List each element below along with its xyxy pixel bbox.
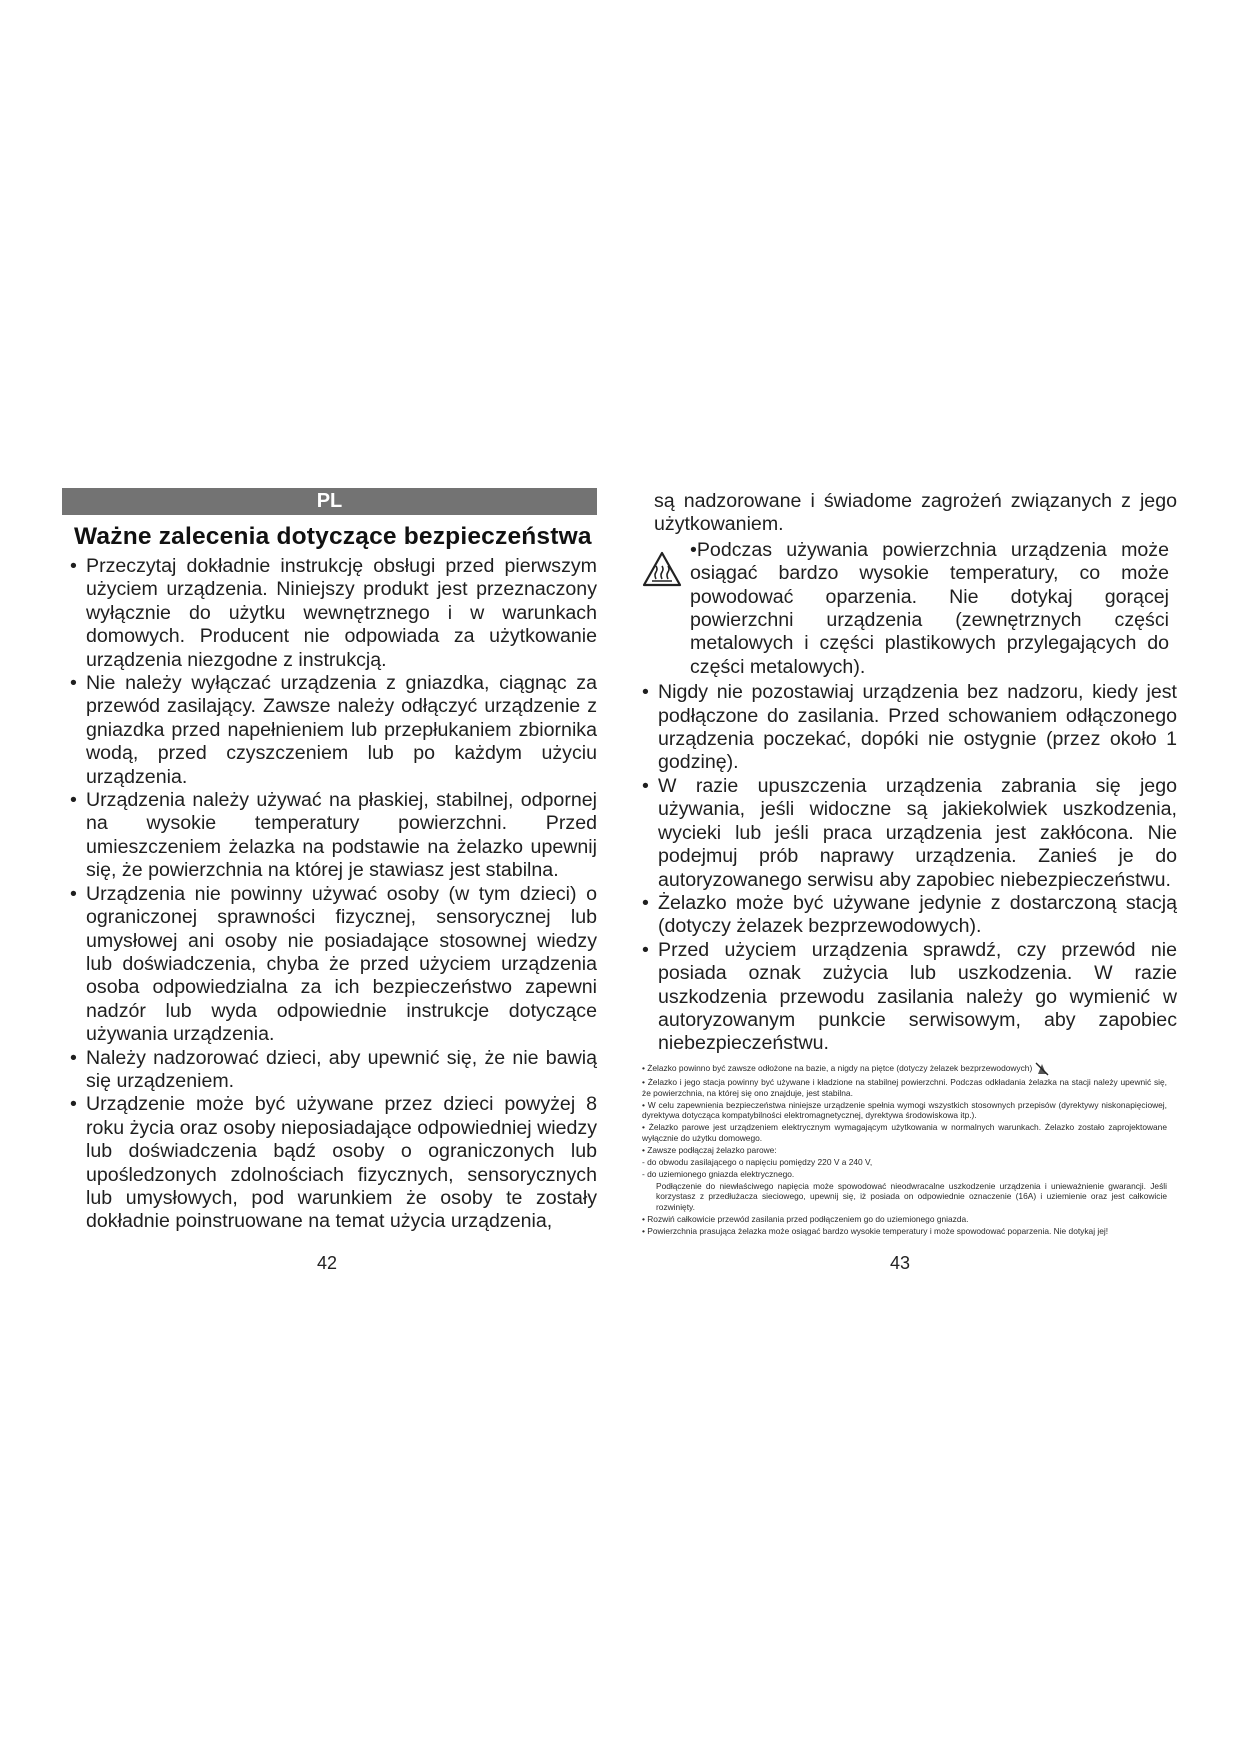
- left-page: [62, 488, 597, 1234]
- fine-print-item: Podłączenie do niewłaściwego napięcia może spowodować nieodwracalne uszkodzenie urządzenia i unieważnienie gwarancji. Jeśli korzystasz z przedłużacza sieciowego, upewnij się, iż posiada on odpowiednie oznaczenie (16A) i uziemienie oraz jest całkowicie rozwinięty.: [656, 1180, 1167, 1212]
- safety-list-right: [642, 681, 1177, 1056]
- section-heading: Ważne zalecenia dotyczące bezpieczeństwa: [74, 523, 592, 550]
- fine-print-item: • Zawsze podłączaj żelazko parowe:: [642, 1144, 777, 1155]
- language-bar: PL: [62, 488, 597, 515]
- page-number-left: 42: [317, 1253, 338, 1273]
- fine-print-item: - do obwodu zasilającego o napięciu pomiędzy 220 V a 240 V,: [642, 1156, 873, 1167]
- list-item: • Należy nadzorować dzieci, aby upewnić się, że nie bawią się urządzeniem.: [70, 1046, 597, 1092]
- fine-print-item: • Powierzchnia prasująca żelazka może osiągać bardzo wysokie temperatury i może spowodować poparzenia. Nie dotykaj jej!: [642, 1225, 1109, 1236]
- fine-print-item: • Żelazko powinno być zawsze odłożone na bazie, a nigdy na piętce (dotyczy żelazek bezprzewodowych): [642, 1062, 1177, 1076]
- no-heel-iron-icon: [1035, 1062, 1049, 1076]
- hot-surface-warning-text: •Podczas używania powierzchnia urządzenia może osiągać bardzo wysokie temperatury, co może powodować oparzenia. Nie dotykaj gorącej powierzchni urządzenia (zewnętrznych części metalowych i części plastikowych przylegających do części metalowych).: [690, 538, 1169, 678]
- fine-print-item: • Rozwiń całkowicie przewód zasilania przed podłączeniem go do uziemionego gniazda.: [642, 1213, 969, 1224]
- fine-print-list: [642, 1062, 1177, 1237]
- list-item: • Urządzenia należy używać na płaskiej, stabilnej, odpornej na wysokie temperatury powierzchni. Przed umieszczeniem żelazka na podstawie na żelazko upewnij się, że powierzchnia na której je stawiasz jest stabilna.: [70, 789, 597, 882]
- page-number-right: 43: [890, 1253, 911, 1273]
- safety-list-left: [62, 555, 597, 1234]
- list-item: • Urządzenie może być używane przez dzieci powyżej 8 roku życia oraz osoby nieposiadające odpowiedniej wiedzy lub doświadczenia bądź osoby o ograniczonych lub upośledzonych zdolnościach fizycznych, sensorycznych lub umysłowych, pod warunkiem że osoby te zostały dokładnie poinstruowane na temat użycia urządzenia,: [70, 1093, 597, 1233]
- list-item: • W razie upuszczenia urządzenia zabrania się jego używania, jeśli widoczne są jakiekolwiek uszkodzenia, wycieki lub jeśli praca urządzenia jest zakłócona. Nie podejmuj prób naprawy urządzenia. Zanieś je do autoryzowanego serwisu aby zapobiec niebezpieczeństwu.: [642, 774, 1177, 891]
- hot-surface-warning-icon: [642, 551, 682, 587]
- list-item: • Żelazko może być używane jedynie z dostarczoną stacją (dotyczy żelazek bezprzewodowych).: [642, 891, 1177, 938]
- fine-print-item: - do uziemionego gniazda elektrycznego.: [642, 1168, 795, 1179]
- list-item: • Urządzenia nie powinny używać osoby (w tym dzieci) o ograniczonej sprawności fizycznej, sensorycznej lub umysłowej ani osoby nie posiadające stosownej wiedzy lub doświadczenia, chyba że przed użyciem urządzenia osoba odpowiedzialna za ich bezpieczeństwo zapewni nadzór lub wyda odpowiednie instrukcje dotyczące używania urządzenia.: [70, 882, 597, 1046]
- fine-print-item: • Żelazko i jego stacja powinny być używane i kładzione na stabilnej powierzchni. Podczas odkładania żelazka na stacji należy upewnić się, że powierzchnia, na której się ono znajduje, jest stabilna.: [642, 1077, 1167, 1098]
- continuation-text: są nadzorowane i świadome zagrożeń związanych z jego użytkowaniem.: [654, 490, 1177, 536]
- right-page: [642, 490, 1177, 1238]
- list-item: • Przeczytaj dokładnie instrukcję obsługi przed pierwszym użyciem urządzenia. Niniejszy produkt jest przeznaczony wyłącznie do użytku wewnętrznego i w warunkach domowych. Producent nie odpowiada za użytkowanie urządzenia niezgodne z instrukcją.: [70, 555, 597, 671]
- fine-print-item: • Żelazko parowe jest urządzeniem elektrycznym wymagającym użytkowania w normalnych warunkach. Żelazko zostało zaprojektowane wyłącznie do użytku domowego.: [642, 1122, 1167, 1143]
- list-item: • Przed użyciem urządzenia sprawdź, czy przewód nie posiada oznak zużycia lub uszkodzenia. W razie uszkodzenia przewodu zasilania należy go wymienić w autoryzowanym punkcie serwisowym, aby zapobiec niebezpieczeństwu.: [642, 938, 1177, 1055]
- list-item: • Nie należy wyłączać urządzenia z gniazdka, ciągnąc za przewód zasilający. Zawsze należy odłączyć urządzenie z gniazdka przed napełnieniem lub przepłukaniem zbiornika wodą, przed czyszczeniem lub po każdym użyciu urządzenia.: [70, 672, 597, 788]
- warning-block: [642, 539, 1177, 679]
- fine-print-item: • W celu zapewnienia bezpieczeństwa niniejsze urządzenie spełnia wymogi wszystkich stosownych przepisów (dyrektywy niskonapięciowej, dyrektywa dotycząca kompatybilności elektromagnetycznej, dyrektywa środowiskowa itp.).: [642, 1099, 1167, 1121]
- list-item: • Nigdy nie pozostawiaj urządzenia bez nadzoru, kiedy jest podłączone do zasilania. Przed schowaniem odłączonego urządzenia poczekać, dopóki nie ostygnie (przez około 1 godzinę).: [642, 681, 1177, 774]
